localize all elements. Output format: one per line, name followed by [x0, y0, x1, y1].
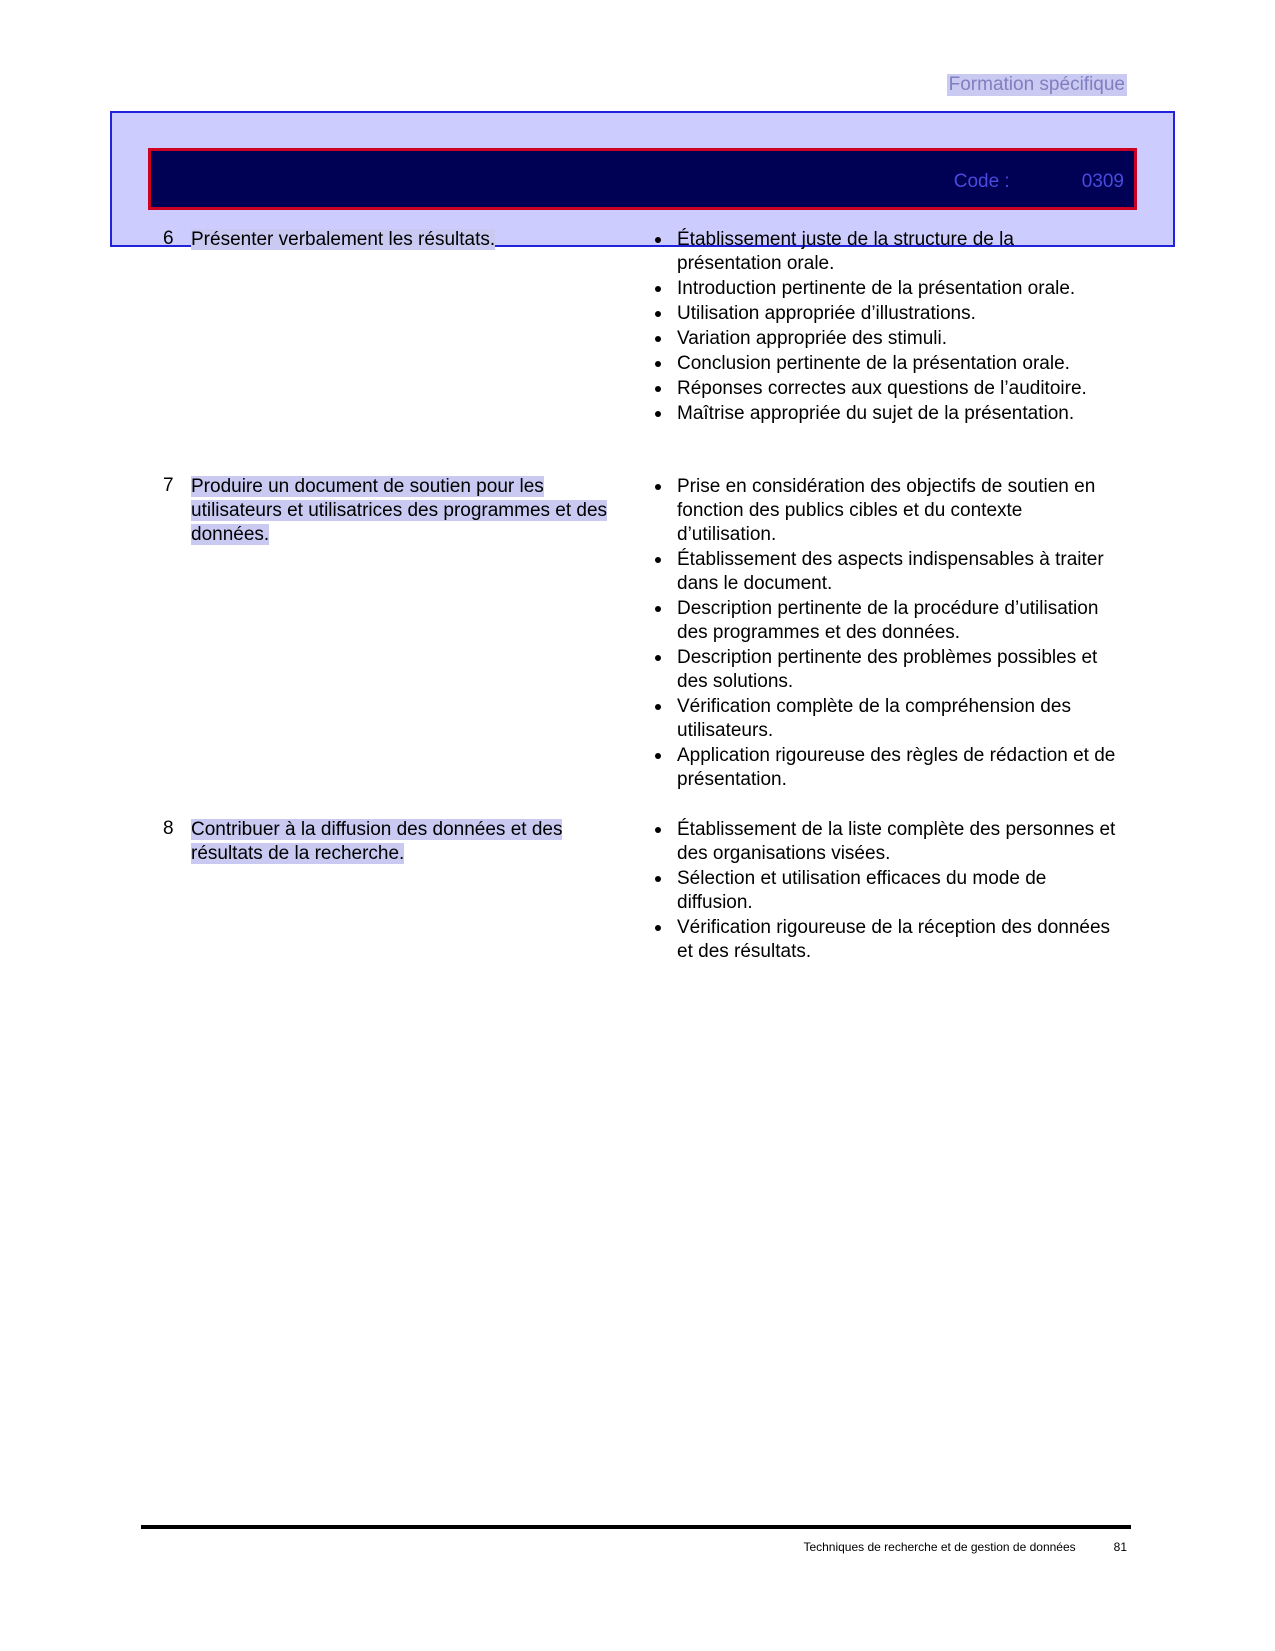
criterion: Réponses correctes aux questions de l’auditoire.	[653, 377, 1118, 401]
page-header-title: Formation spécifique	[948, 74, 1125, 95]
criterion: Application rigoureuse des règles de rédaction et de présentation.	[653, 744, 1118, 792]
element-title-text: Contribuer à la diffusion des données et des résultats de la recherche.	[191, 819, 563, 864]
criterion: Description pertinente de la procédure d’utilisation des programmes et des données.	[653, 597, 1118, 645]
element-number: 8	[163, 818, 174, 839]
code-value: 0309	[1081, 171, 1124, 192]
criterion: Utilisation appropriée d’illustrations.	[653, 302, 1118, 326]
element-title-text: Produire un document de soutien pour les utilisateurs et utilisatrices des programmes et des données.	[191, 476, 608, 545]
criterion: Établissement juste de la structure de la présentation orale.	[653, 228, 1118, 276]
criterion: Description pertinente des problèmes possibles et des solutions.	[653, 646, 1118, 694]
criterion: Vérification rigoureuse de la réception des données et des résultats.	[653, 916, 1118, 964]
criterion: Sélection et utilisation efficaces du mode de diffusion.	[653, 867, 1118, 915]
element-number: 6	[163, 228, 174, 249]
element-title	[191, 228, 611, 252]
footer-program-name: Techniques de recherche et de gestion de données	[803, 1540, 1076, 1554]
element-title	[191, 475, 611, 547]
criterion: Introduction pertinente de la présentation orale.	[653, 277, 1118, 301]
code-label: Code :	[953, 171, 1010, 192]
criterion: Établissement des aspects indispensables à traiter dans le document.	[653, 548, 1118, 596]
criterion: Vérification complète de la compréhension des utilisateurs.	[653, 695, 1118, 743]
criterion: Variation appropriée des stimuli.	[653, 327, 1118, 351]
criteria-list	[653, 818, 1118, 965]
footer-page-number: 81	[1113, 1540, 1127, 1554]
criterion: Conclusion pertinente de la présentation orale.	[653, 352, 1118, 376]
element-title	[191, 818, 611, 866]
criteria-list	[653, 475, 1118, 793]
footer-divider	[141, 1525, 1131, 1529]
criteria-list	[653, 228, 1118, 427]
competency-code	[954, 171, 1124, 193]
criterion: Établissement de la liste complète des personnes et des organisations visées.	[653, 818, 1118, 866]
page-footer	[803, 1540, 1127, 1554]
criterion: Maîtrise appropriée du sujet de la présentation.	[653, 402, 1118, 426]
competency-code-bar	[148, 148, 1137, 210]
criterion: Prise en considération des objectifs de soutien en fonction des publics cibles et du contexte d’utilisation.	[653, 475, 1118, 547]
element-number: 7	[163, 475, 174, 496]
element-title-text: Présenter verbalement les résultats.	[191, 229, 496, 250]
